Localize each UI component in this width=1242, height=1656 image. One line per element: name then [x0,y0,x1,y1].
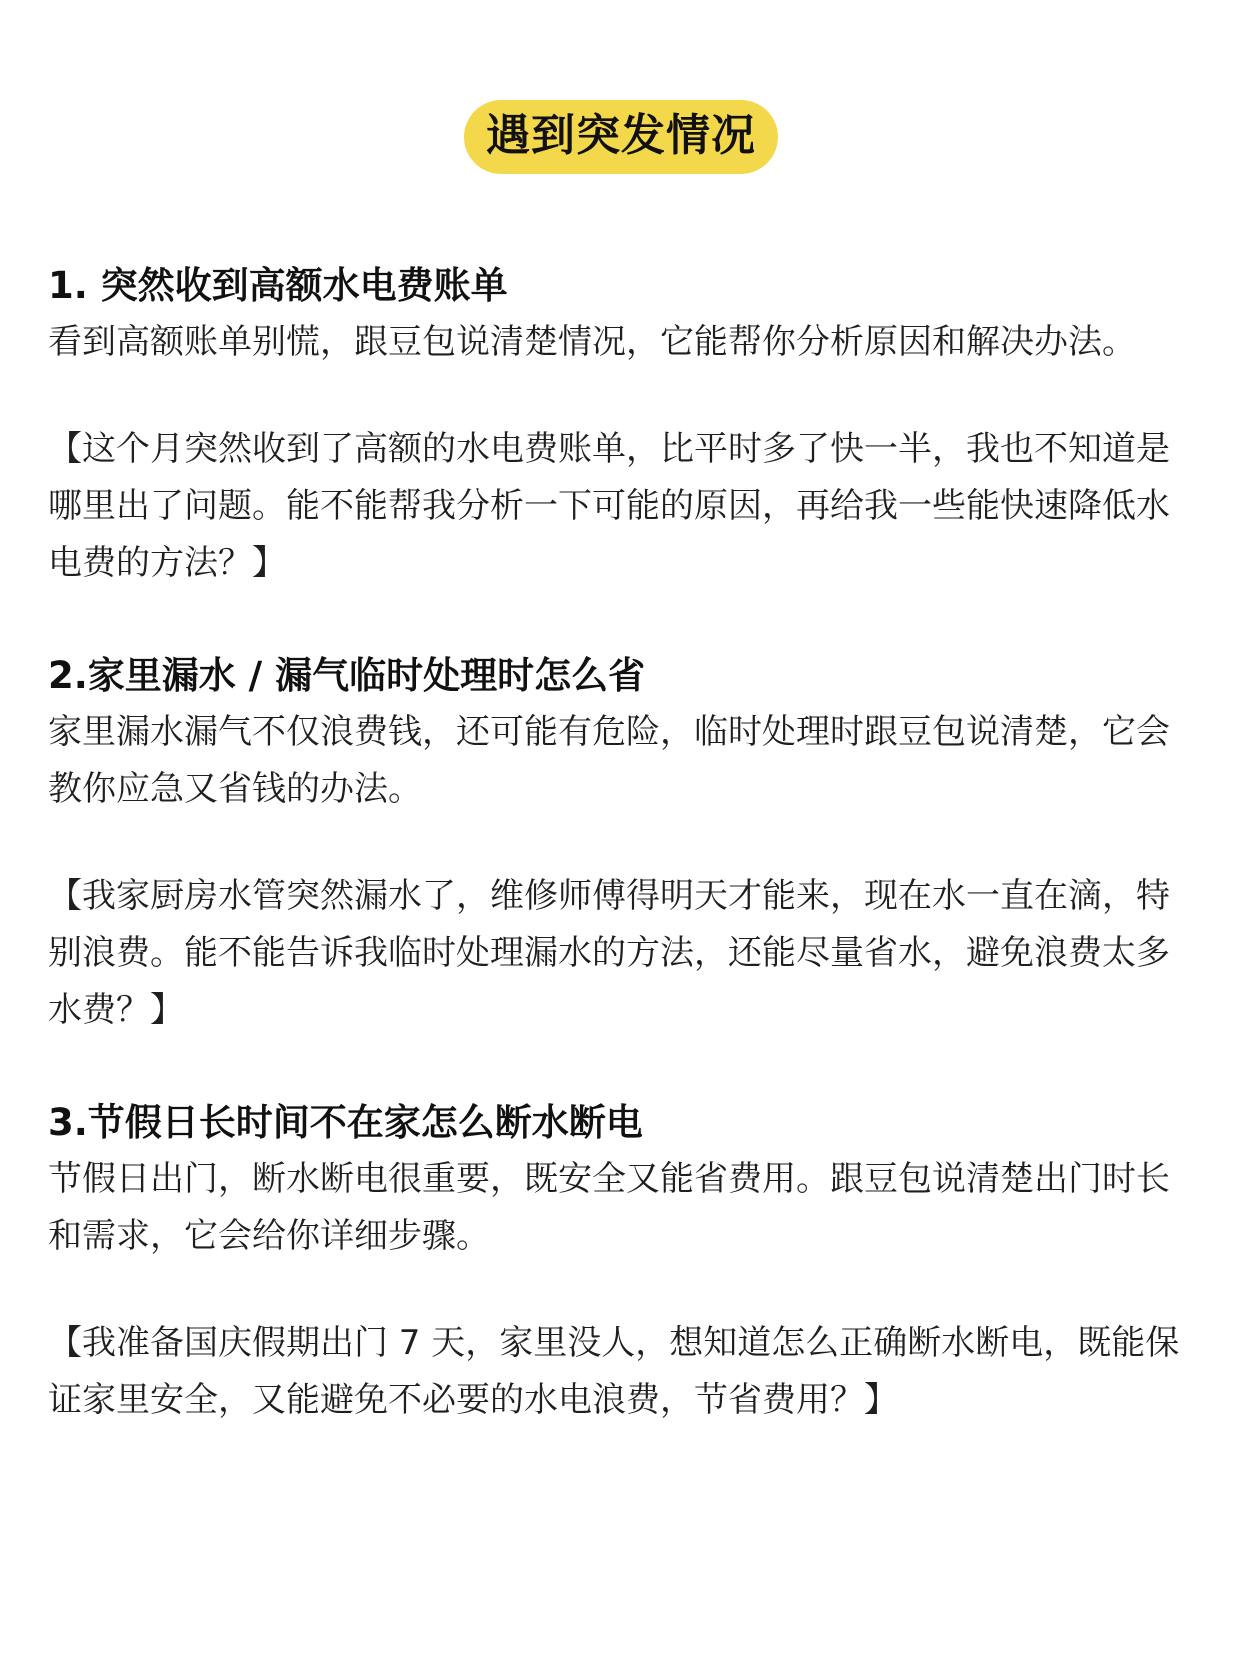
section-1 [48,258,1198,592]
page-title: 遇到突发情况 [464,100,778,174]
section-description: 看到高额账单别慌，跟豆包说清楚情况，它能帮你分析原因和解决办法。 [48,322,1136,362]
section-description: 家里漏水漏气不仅浪费钱，还可能有危险，临时处理时跟豆包说清楚，它会教你应急又省钱的办法。 [48,712,1170,809]
title-wrap [0,100,1242,174]
section-2 [48,648,1198,1039]
section-heading: 1. 突然收到高额水电费账单 [48,264,508,307]
section-3 [48,1095,1198,1429]
section-prompt: 【我家厨房水管突然漏水了，维修师傅得明天才能来，现在水一直在滴，特别浪费。能不能告诉我临时处理漏水的方法，还能尽量省水，避免浪费太多水费？】 [48,876,1170,1030]
section-heading: 3.节假日长时间不在家怎么断水断电 [48,1101,643,1144]
section-prompt: 【我准备国庆假期出门 7 天，家里没人，想知道怎么正确断水断电，既能保证家里安全，又能避免不必要的水电浪费，节省费用？】 [48,1323,1180,1420]
section-description: 节假日出门，断水断电很重要，既安全又能省费用。跟豆包说清楚出门时长和需求，它会给你详细步骤。 [48,1159,1170,1256]
content [48,258,1198,1485]
section-heading: 2.家里漏水 / 漏气临时处理时怎么省 [48,654,646,697]
section-prompt: 【这个月突然收到了高额的水电费账单，比平时多了快一半，我也不知道是哪里出了问题。能不能帮我分析一下可能的原因，再给我一些能快速降低水电费的方法？】 [48,429,1170,583]
